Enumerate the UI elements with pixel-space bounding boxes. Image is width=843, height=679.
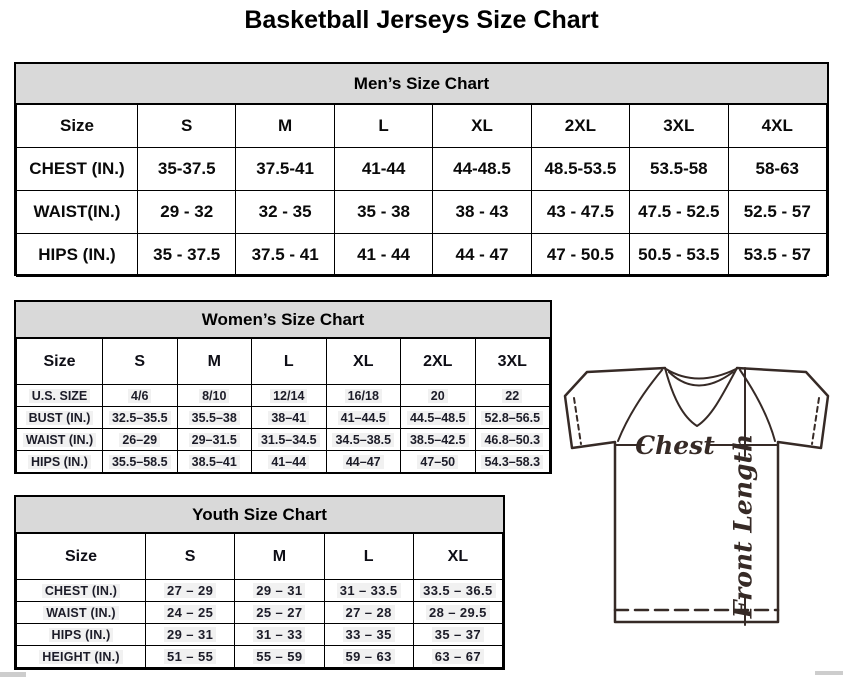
row-label-cell: [17, 646, 146, 668]
column-header-cell: [433, 105, 531, 148]
cell-value: 37.5 - 41: [251, 245, 319, 264]
value-cell: [413, 580, 502, 602]
cell-value: 34.5–38.5: [332, 433, 394, 447]
column-header-cell: [326, 339, 401, 385]
column-header-label: Size: [64, 547, 97, 565]
cell-value: 46.8–50.3: [481, 433, 543, 447]
table-row: [17, 646, 503, 668]
cell-value: 29 – 31: [164, 627, 216, 642]
value-cell: [475, 385, 550, 407]
column-header-cell: [235, 534, 324, 580]
value-cell: [324, 580, 413, 602]
cell-value: 29 - 32: [160, 202, 214, 221]
value-cell: [324, 624, 413, 646]
column-header-label: 3XL: [663, 116, 695, 135]
cell-value: 32 - 35: [258, 202, 312, 221]
cell-value: 29–31.5: [189, 433, 240, 447]
mens-chart-title: Men’s Size Chart: [16, 64, 827, 104]
row-label-cell: [17, 234, 138, 277]
row-label: HEIGHT (IN.): [39, 650, 122, 664]
cell-value: 35 – 37: [432, 627, 484, 642]
column-header-label: Size: [43, 352, 76, 370]
mens-size-table: [16, 104, 827, 277]
cell-value: 50.5 - 53.5: [638, 245, 720, 264]
row-label: WAIST (IN.): [23, 433, 96, 447]
table-row: [17, 385, 550, 407]
cell-value: 55 – 59: [253, 649, 305, 664]
value-cell: [236, 148, 334, 191]
column-header-label: 3XL: [497, 352, 527, 370]
column-header-label: 2XL: [423, 352, 453, 370]
value-cell: [531, 148, 629, 191]
cell-value: 38 - 43: [455, 202, 509, 221]
right-sleeve-dashed-line: [812, 398, 819, 444]
value-cell: [235, 602, 324, 624]
value-cell: [103, 429, 178, 451]
value-cell: [326, 429, 401, 451]
column-header-label: M: [207, 352, 221, 370]
column-header-cell: [252, 339, 327, 385]
column-header-cell: [177, 339, 252, 385]
cell-value: 54.3–58.3: [481, 455, 543, 469]
column-header-label: XL: [471, 116, 493, 135]
cell-value: 52.8–56.5: [481, 411, 543, 425]
cell-value: 35 - 37.5: [153, 245, 221, 264]
value-cell: [324, 602, 413, 624]
column-header-label: S: [181, 116, 193, 135]
value-cell: [401, 451, 476, 473]
cell-value: 38–41: [268, 411, 309, 425]
scrollbar-fragment-left[interactable]: [0, 672, 26, 677]
column-header-cell: [103, 339, 178, 385]
value-cell: [146, 580, 235, 602]
value-cell: [334, 148, 432, 191]
cell-value: 22: [502, 389, 522, 403]
value-cell: [531, 191, 629, 234]
value-cell: [433, 148, 531, 191]
row-label: WAIST (IN.): [43, 606, 119, 620]
cell-value: 48.5-53.5: [544, 159, 617, 178]
value-cell: [413, 624, 502, 646]
cell-value: 24 – 25: [164, 605, 216, 620]
table-row: [17, 407, 550, 429]
row-label-cell: [17, 407, 103, 429]
mens-size-chart: [14, 62, 829, 276]
value-cell: [103, 451, 178, 473]
value-cell: [531, 234, 629, 277]
cell-value: 31.5–34.5: [258, 433, 320, 447]
cell-value: 35.5–58.5: [109, 455, 171, 469]
cell-value: 44 - 47: [455, 245, 509, 264]
value-cell: [252, 451, 327, 473]
column-header-label: XL: [447, 547, 469, 565]
cell-value: 35 - 38: [357, 202, 411, 221]
cell-value: 43 - 47.5: [546, 202, 614, 221]
value-cell: [326, 451, 401, 473]
value-cell: [475, 429, 550, 451]
value-cell: [324, 646, 413, 668]
value-cell: [728, 148, 826, 191]
value-cell: [413, 646, 502, 668]
table-row: [17, 624, 503, 646]
column-header-cell: [236, 105, 334, 148]
youth-size-chart: [14, 495, 505, 670]
cell-value: 53.5-58: [649, 159, 708, 178]
cell-value: 41–44.5: [338, 411, 389, 425]
row-label-cell: [17, 451, 103, 473]
value-cell: [326, 407, 401, 429]
cell-value: 29 – 31: [253, 583, 305, 598]
womens-chart-title: Women’s Size Chart: [16, 302, 550, 338]
column-header-label: L: [363, 547, 374, 565]
row-label: CHEST (IN.): [29, 159, 125, 178]
column-header-label: Size: [59, 116, 95, 135]
value-cell: [138, 148, 236, 191]
cell-value: 37.5-41: [256, 159, 314, 178]
row-label: HIPS (IN.): [28, 455, 91, 469]
row-label: CHEST (IN.): [42, 584, 120, 598]
column-header-cell: [334, 105, 432, 148]
value-cell: [252, 407, 327, 429]
cell-value: 31 – 33: [253, 627, 305, 642]
cell-value: 41-44: [361, 159, 406, 178]
jersey-measurement-diagram: [556, 356, 838, 668]
row-label: HIPS (IN.): [38, 245, 116, 264]
cell-value: 32.5–35.5: [109, 411, 171, 425]
table-row: [17, 234, 827, 277]
cell-value: 63 – 67: [432, 649, 484, 664]
cell-value: 28 – 29.5: [426, 605, 490, 620]
value-cell: [177, 385, 252, 407]
value-cell: [236, 191, 334, 234]
cell-value: 41–44: [268, 455, 309, 469]
value-cell: [177, 429, 252, 451]
table-row: [17, 191, 827, 234]
value-cell: [252, 385, 327, 407]
column-header-label: S: [134, 352, 146, 370]
value-cell: [401, 429, 476, 451]
column-header-cell: [17, 339, 103, 385]
column-header-row: [17, 105, 827, 148]
column-header-cell: [17, 534, 146, 580]
womens-size-table: [16, 338, 550, 473]
table-row: [17, 580, 503, 602]
womens-size-chart: [14, 300, 552, 474]
column-header-cell: [138, 105, 236, 148]
value-cell: [475, 407, 550, 429]
column-header-row: [17, 534, 503, 580]
value-cell: [103, 407, 178, 429]
value-cell: [475, 451, 550, 473]
table-row: [17, 602, 503, 624]
cell-value: 4/6: [128, 389, 151, 403]
cell-value: 38.5–41: [189, 455, 240, 469]
row-label: HIPS (IN.): [49, 628, 114, 642]
cell-value: 44–47: [343, 455, 384, 469]
page-title: Basketball Jerseys Size Chart: [244, 6, 599, 34]
cell-value: 27 – 29: [164, 583, 216, 598]
value-cell: [146, 602, 235, 624]
cell-value: 26–29: [119, 433, 160, 447]
cell-value: 33.5 – 36.5: [420, 583, 495, 598]
row-label: BUST (IN.): [26, 411, 94, 425]
cell-value: 27 – 28: [343, 605, 395, 620]
cell-value: 31 – 33.5: [337, 583, 401, 598]
cell-value: 52.5 - 57: [743, 202, 811, 221]
cell-value: 47 - 50.5: [546, 245, 614, 264]
value-cell: [326, 385, 401, 407]
value-cell: [235, 624, 324, 646]
value-cell: [236, 234, 334, 277]
row-label-cell: [17, 580, 146, 602]
cell-value: 12/14: [270, 389, 307, 403]
value-cell: [252, 429, 327, 451]
cell-value: 53.5 - 57: [743, 245, 811, 264]
table-row: [17, 451, 550, 473]
cell-value: 59 – 63: [343, 649, 395, 664]
value-cell: [413, 602, 502, 624]
cell-value: 44-48.5: [453, 159, 511, 178]
column-header-cell: [401, 339, 476, 385]
cell-value: 51 – 55: [164, 649, 216, 664]
chest-label: Chest: [635, 431, 715, 460]
value-cell: [630, 148, 728, 191]
row-label-cell: [17, 624, 146, 646]
column-header-label: 2XL: [564, 116, 596, 135]
column-header-cell: [475, 339, 550, 385]
cell-value: 47.5 - 52.5: [638, 202, 720, 221]
value-cell: [146, 646, 235, 668]
column-header-cell: [531, 105, 629, 148]
value-cell: [235, 646, 324, 668]
cell-value: 25 – 27: [253, 605, 305, 620]
column-header-label: M: [278, 116, 293, 135]
left-sleeve-dashed-line: [574, 398, 581, 444]
value-cell: [728, 234, 826, 277]
cell-value: 38.5–42.5: [407, 433, 469, 447]
column-header-cell: [728, 105, 826, 148]
value-cell: [630, 191, 728, 234]
cell-value: 8/10: [199, 389, 229, 403]
table-row: [17, 148, 827, 191]
value-cell: [433, 191, 531, 234]
row-label-cell: [17, 191, 138, 234]
value-cell: [401, 385, 476, 407]
row-label-cell: [17, 602, 146, 624]
value-cell: [334, 191, 432, 234]
value-cell: [433, 234, 531, 277]
column-header-label: XL: [353, 352, 374, 370]
value-cell: [235, 580, 324, 602]
column-header-cell: [146, 534, 235, 580]
cell-value: 35.5–38: [189, 411, 240, 425]
value-cell: [630, 234, 728, 277]
row-label-cell: [17, 148, 138, 191]
column-header-cell: [324, 534, 413, 580]
column-header-label: 4XL: [761, 116, 793, 135]
cell-value: 33 – 35: [343, 627, 395, 642]
front-length-label: Front Length: [728, 433, 758, 619]
cell-value: 47–50: [417, 455, 458, 469]
column-header-label: L: [283, 352, 294, 370]
value-cell: [334, 234, 432, 277]
row-label-cell: [17, 385, 103, 407]
cell-value: 16/18: [345, 389, 382, 403]
column-header-row: [17, 339, 550, 385]
value-cell: [401, 407, 476, 429]
column-header-label: L: [378, 116, 389, 135]
value-cell: [138, 234, 236, 277]
value-cell: [177, 451, 252, 473]
row-label: WAIST(IN.): [33, 202, 121, 221]
column-header-cell: [413, 534, 502, 580]
cell-value: 35-37.5: [157, 159, 216, 178]
value-cell: [728, 191, 826, 234]
cell-value: 20: [428, 389, 448, 403]
column-header-label: M: [272, 547, 287, 565]
youth-chart-title: Youth Size Chart: [16, 497, 503, 533]
jersey-outline: [565, 368, 828, 622]
youth-size-table: [16, 533, 503, 668]
value-cell: [177, 407, 252, 429]
column-header-cell: [17, 105, 138, 148]
scrollbar-fragment-right[interactable]: [815, 671, 843, 675]
column-header-label: S: [184, 547, 196, 565]
cell-value: 41 - 44: [357, 245, 411, 264]
value-cell: [146, 624, 235, 646]
row-label: U.S. SIZE: [29, 389, 91, 403]
row-label-cell: [17, 429, 103, 451]
value-cell: [138, 191, 236, 234]
column-header-cell: [630, 105, 728, 148]
value-cell: [103, 385, 178, 407]
cell-value: 58-63: [755, 159, 799, 178]
cell-value: 44.5–48.5: [407, 411, 469, 425]
table-row: [17, 429, 550, 451]
